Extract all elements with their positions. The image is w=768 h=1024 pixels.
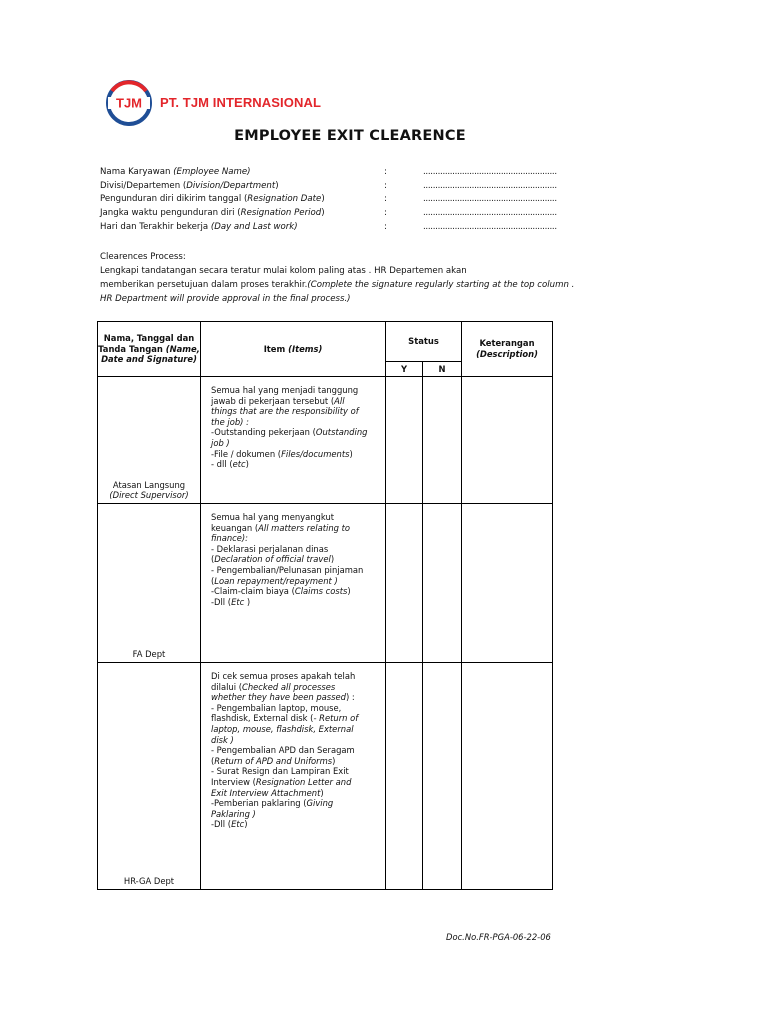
status-yes-cell[interactable] — [386, 377, 423, 504]
document-title: EMPLOYEE EXIT CLEARENCE — [234, 128, 466, 144]
status-yes-cell[interactable] — [386, 663, 423, 890]
header-description: Keterangan (Description) — [462, 322, 553, 377]
table-header-row — [98, 322, 553, 362]
item-cell: Semua hal yang menjadi tanggung jawab di pekerjaan tersebut (All things that are the responsibility of the job) : -Outstanding pekerjaan (Outstanding job ) -File / dokumen (Files/documents) - dll (etc) — [201, 377, 386, 504]
header-status: Status — [386, 322, 462, 362]
header-name-date-signature: Nama, Tanggal dan Tanda Tangan (Name, Date and Signature) — [98, 322, 201, 377]
company-logo — [106, 80, 152, 126]
table-row — [98, 663, 553, 890]
signature-cell-fa-dept[interactable] — [98, 504, 201, 663]
field-colon: : — [384, 208, 387, 218]
process-line: memberikan persetujuan dalam proses terakhir.(Complete the signature regularly starting at the top column . — [100, 280, 575, 290]
field-value-resignation-date[interactable]: ....................................................... — [423, 194, 557, 204]
header-item: Item (Items) — [201, 322, 386, 377]
signature-cell-direct-supervisor[interactable] — [98, 377, 201, 504]
item-cell: Di cek semua proses apakah telah dilalui (Checked all processes whether they have been passed) : - Pengembalian laptop, mouse, flashdisk, External disk (- Return of laptop, mouse, flashdisk, External disk ) - Pengembalian APD dan Seragam (Return of APD and Uniforms) - Surat Resign dan Lampiran Exit Interview (Resignation Letter and Exit Interview Attachment) -Pemberian paklaring (Giving Paklaring ) -Dll (Etc) — [201, 663, 386, 890]
field-value-last-work-day[interactable]: ....................................................... — [423, 222, 557, 232]
field-value-resignation-period[interactable]: ....................................................... — [423, 208, 557, 218]
field-last-work-day: Hari dan Terakhir bekerja (Day and Last work) — [100, 222, 298, 232]
field-resignation-period: Jangka waktu pengunduran diri (Resignation Period) — [100, 208, 325, 218]
company-name: PT. TJM INTERNASIONAL — [160, 95, 321, 110]
field-value-employee-name[interactable]: ....................................................... — [423, 167, 557, 177]
process-line: HR Department will provide approval in the final process.) — [100, 294, 351, 304]
process-heading: Clearences Process: — [100, 252, 186, 262]
field-division: Divisi/Departemen (Division/Department) — [100, 181, 279, 191]
item-cell: Semua hal yang menyangkut keuangan (All matters relating to finance): - Deklarasi perjalanan dinas (Declaration of official travel) - Pengembalian/Pelunasan pinjaman (Loan repayment/repayment ) -Claim-claim biaya (Claims costs) -Dll (Etc ) — [201, 504, 386, 663]
header-status-no: N — [423, 362, 462, 377]
clearance-process-text — [100, 250, 574, 306]
field-employee-name: Nama Karyawan (Employee Name) — [100, 167, 251, 177]
signature-cell-hr-ga-dept[interactable] — [98, 663, 201, 890]
description-cell[interactable] — [462, 504, 553, 663]
status-yes-cell[interactable] — [386, 504, 423, 663]
field-colon: : — [384, 222, 387, 232]
status-no-cell[interactable] — [423, 504, 462, 663]
document-number: Doc.No.FR-PGA-06-22-06 — [446, 932, 551, 942]
status-no-cell[interactable] — [423, 663, 462, 890]
row-label: HR-GA Dept — [123, 876, 175, 887]
field-value-division[interactable]: ....................................................... — [423, 181, 557, 191]
logo-text: TJM — [116, 95, 142, 111]
row-label: FA Dept — [132, 649, 166, 660]
field-resignation-date: Pengunduran diri dikirim tanggal (Resignation Date) — [100, 194, 325, 204]
table-row — [98, 504, 553, 663]
process-line: Lengkapi tandatangan secara teratur mulai kolom paling atas . HR Departemen akan — [100, 266, 467, 276]
clearance-table — [97, 321, 553, 890]
field-colon: : — [384, 181, 387, 191]
description-cell[interactable] — [462, 663, 553, 890]
header-status-yes: Y — [386, 362, 423, 377]
row-label: Atasan Langsung (Direct Supervisor) — [109, 479, 189, 501]
field-colon: : — [384, 194, 387, 204]
table-row — [98, 377, 553, 504]
field-colon: : — [384, 167, 387, 177]
description-cell[interactable] — [462, 377, 553, 504]
status-no-cell[interactable] — [423, 377, 462, 504]
